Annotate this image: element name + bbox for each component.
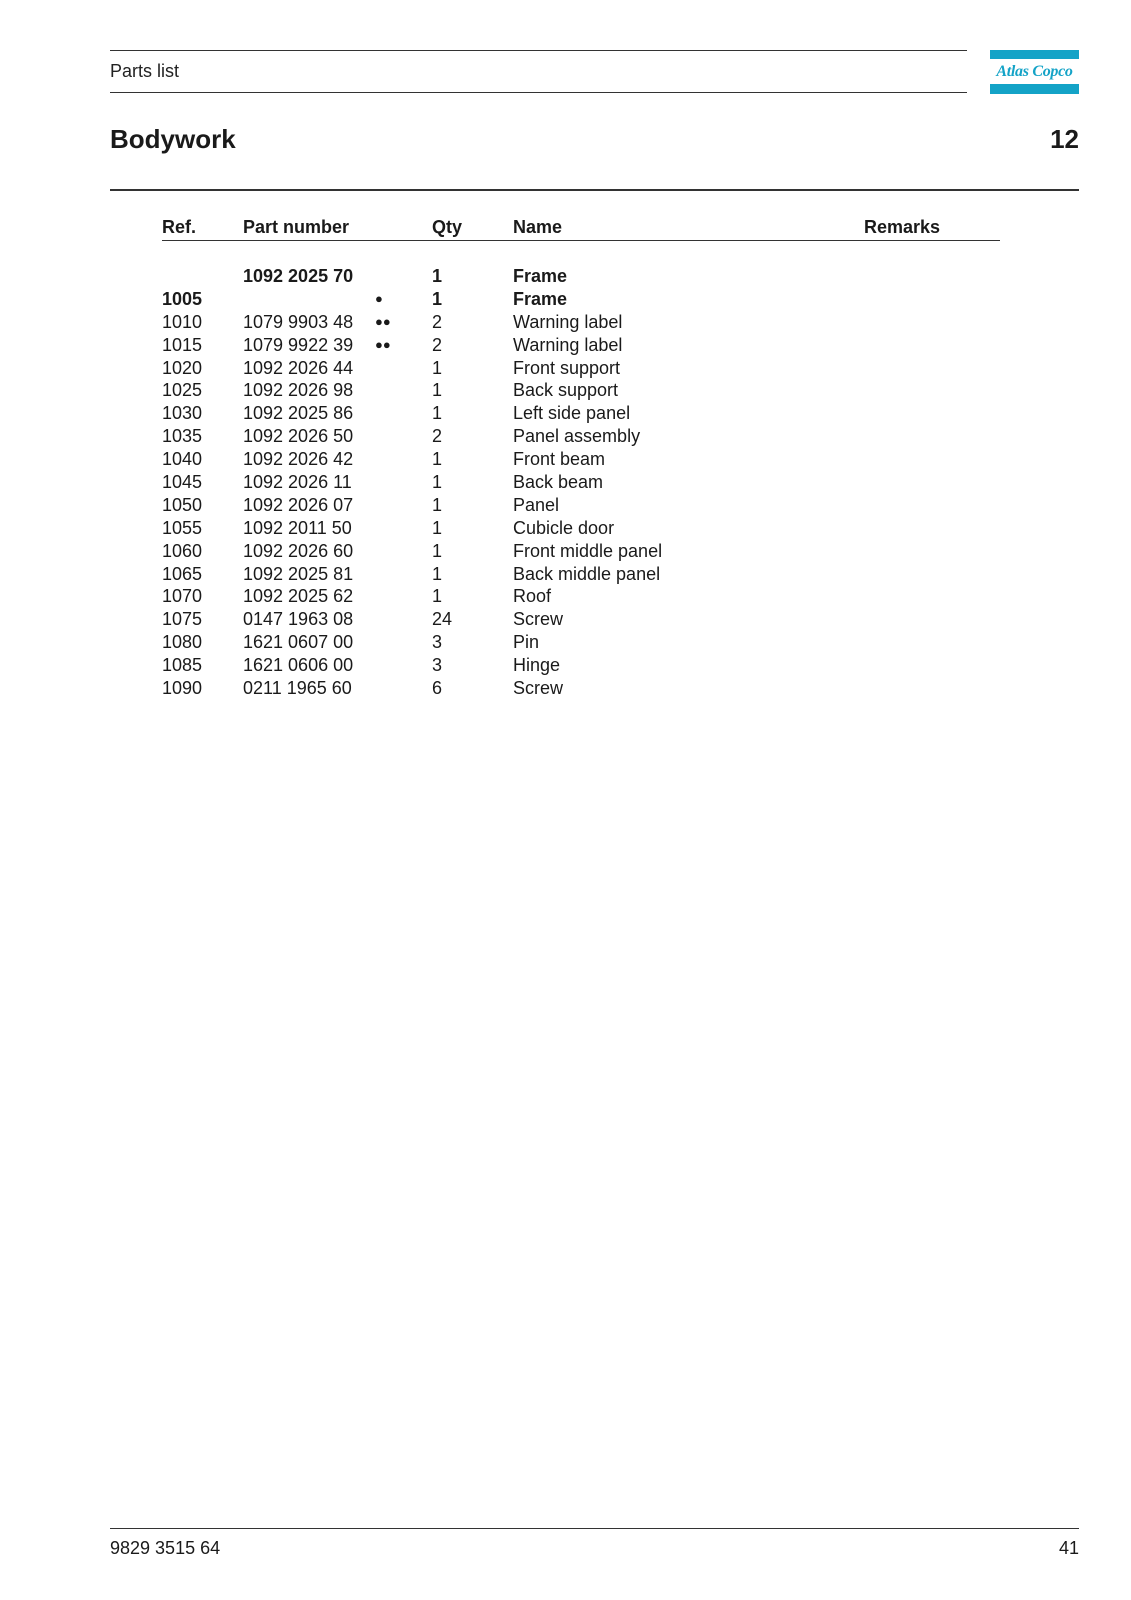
row-qty: 1 (432, 288, 443, 309)
row-ref: 1025 (162, 380, 203, 401)
row-part-number: 1092 2026 11 (243, 472, 352, 493)
table-row (0, 677, 1131, 700)
row-ref: 1040 (162, 449, 203, 470)
col-header-part-number: Part number (243, 217, 350, 237)
row-qty: 1 (432, 494, 443, 515)
row-ref: 1010 (162, 311, 203, 332)
row-part-number: 1092 2025 62 (243, 586, 354, 607)
row-name: Back middle panel (513, 563, 661, 584)
table-row (0, 563, 1131, 586)
row-part-number: 1621 0606 00 (243, 655, 354, 676)
row-ref: 1075 (162, 609, 203, 630)
row-part-number: 1079 9903 48 (243, 311, 354, 332)
row-qty: 1 (432, 517, 443, 538)
row-qty: 1 (432, 403, 443, 424)
row-part-number: 1092 2011 50 (243, 517, 352, 538)
row-name: Frame (513, 266, 568, 286)
row-part-number: 1092 2025 70 (243, 266, 354, 286)
row-qty: 3 (432, 655, 443, 676)
header-bottom-rule (110, 92, 967, 93)
row-part-number: 1092 2026 07 (243, 494, 354, 515)
row-qty: 1 (432, 563, 443, 584)
table-row (0, 494, 1131, 517)
row-name: Frame (513, 288, 568, 309)
row-qty: 1 (432, 357, 443, 378)
row-ref: 1005 (162, 288, 203, 309)
row-qty: 1 (432, 380, 443, 401)
table-row (0, 585, 1131, 608)
table-header-rule (162, 240, 1000, 241)
table-row (0, 608, 1131, 631)
row-name: Cubicle door (513, 517, 615, 538)
row-ref: 1090 (162, 678, 203, 699)
table-row (0, 425, 1131, 448)
row-qty: 1 (432, 540, 443, 561)
row-ref: 1060 (162, 540, 203, 561)
table-row (0, 334, 1131, 357)
row-ref: 1015 (162, 334, 203, 355)
row-ref: 1085 (162, 655, 203, 676)
row-ref: 1055 (162, 517, 203, 538)
row-ref: 1065 (162, 563, 203, 584)
col-header-name: Name (513, 217, 563, 237)
row-name: Warning label (513, 311, 623, 332)
header-top-rule (110, 50, 967, 51)
row-part-number: 1092 2026 42 (243, 449, 354, 470)
table-row (0, 448, 1131, 471)
row-ref: 1070 (162, 586, 203, 607)
row-name: Screw (513, 609, 564, 630)
row-name: Left side panel (513, 403, 631, 424)
table-row (0, 379, 1131, 402)
row-part-number: 1092 2026 50 (243, 426, 354, 447)
logo-wordmark: Atlas Copco (996, 63, 1073, 80)
row-name: Back beam (513, 472, 604, 493)
logo-bottom-band (990, 84, 1079, 94)
row-ref: 1020 (162, 357, 203, 378)
table-row (0, 402, 1131, 425)
row-ref: 1035 (162, 426, 203, 447)
table-row (0, 288, 1131, 311)
row-name: Roof (513, 586, 552, 607)
table-row (0, 654, 1131, 677)
row-part-number: 1092 2026 98 (243, 380, 354, 401)
row-name: Back support (513, 380, 619, 401)
section-number: 12 (1050, 124, 1079, 154)
row-name: Hinge (513, 655, 561, 676)
parts-table-body (0, 265, 1131, 700)
table-row (0, 311, 1131, 334)
row-qty: 6 (432, 678, 443, 699)
col-header-ref: Ref. (162, 217, 197, 237)
table-row (0, 540, 1131, 563)
row-name: Front beam (513, 449, 606, 470)
logo-top-band (990, 50, 1079, 59)
row-part-number: 1092 2025 81 (243, 563, 354, 584)
footer-page-number: 41 (1058, 1538, 1079, 1558)
row-marker: ● (375, 290, 383, 306)
row-part-number: 0211 1965 60 (243, 678, 352, 699)
row-qty: 1 (432, 266, 443, 286)
row-name: Panel (513, 494, 560, 515)
row-qty: 2 (432, 334, 443, 355)
row-name: Pin (513, 632, 540, 653)
row-ref: 1030 (162, 403, 203, 424)
row-part-number: 1092 2026 44 (243, 357, 354, 378)
row-ref: 1045 (162, 472, 203, 493)
table-row (0, 357, 1131, 380)
row-name: Front support (513, 357, 621, 378)
atlas-copco-logo (990, 50, 1079, 94)
row-name: Warning label (513, 334, 623, 355)
row-part-number: 1079 9922 39 (243, 334, 354, 355)
row-qty: 3 (432, 632, 443, 653)
row-qty: 1 (432, 472, 443, 493)
footer-doc-number: 9829 3515 64 (110, 1538, 221, 1558)
table-row (0, 471, 1131, 494)
row-qty: 24 (432, 609, 453, 630)
row-ref: 1050 (162, 494, 203, 515)
row-name: Panel assembly (513, 426, 641, 447)
section-rule (110, 189, 1079, 191)
row-qty: 1 (432, 449, 443, 470)
row-part-number: 0147 1963 08 (243, 609, 354, 630)
row-name: Screw (513, 678, 564, 699)
row-qty: 2 (432, 311, 443, 332)
row-part-number: 1092 2025 86 (243, 403, 354, 424)
footer-rule (110, 1528, 1079, 1529)
row-part-number: 1621 0607 00 (243, 632, 354, 653)
row-part-number: 1092 2026 60 (243, 540, 354, 561)
row-ref: 1080 (162, 632, 203, 653)
row-marker: ●● (375, 336, 391, 352)
table-row (0, 631, 1131, 654)
col-header-remarks: Remarks (864, 217, 941, 237)
row-qty: 1 (432, 586, 443, 607)
header-label: Parts list (110, 61, 180, 81)
col-header-qty: Qty (432, 217, 463, 237)
table-row (0, 265, 1131, 288)
section-title: Bodywork (110, 124, 236, 154)
row-qty: 2 (432, 426, 443, 447)
row-marker: ●● (375, 313, 391, 329)
row-name: Front middle panel (513, 540, 663, 561)
table-row (0, 517, 1131, 540)
